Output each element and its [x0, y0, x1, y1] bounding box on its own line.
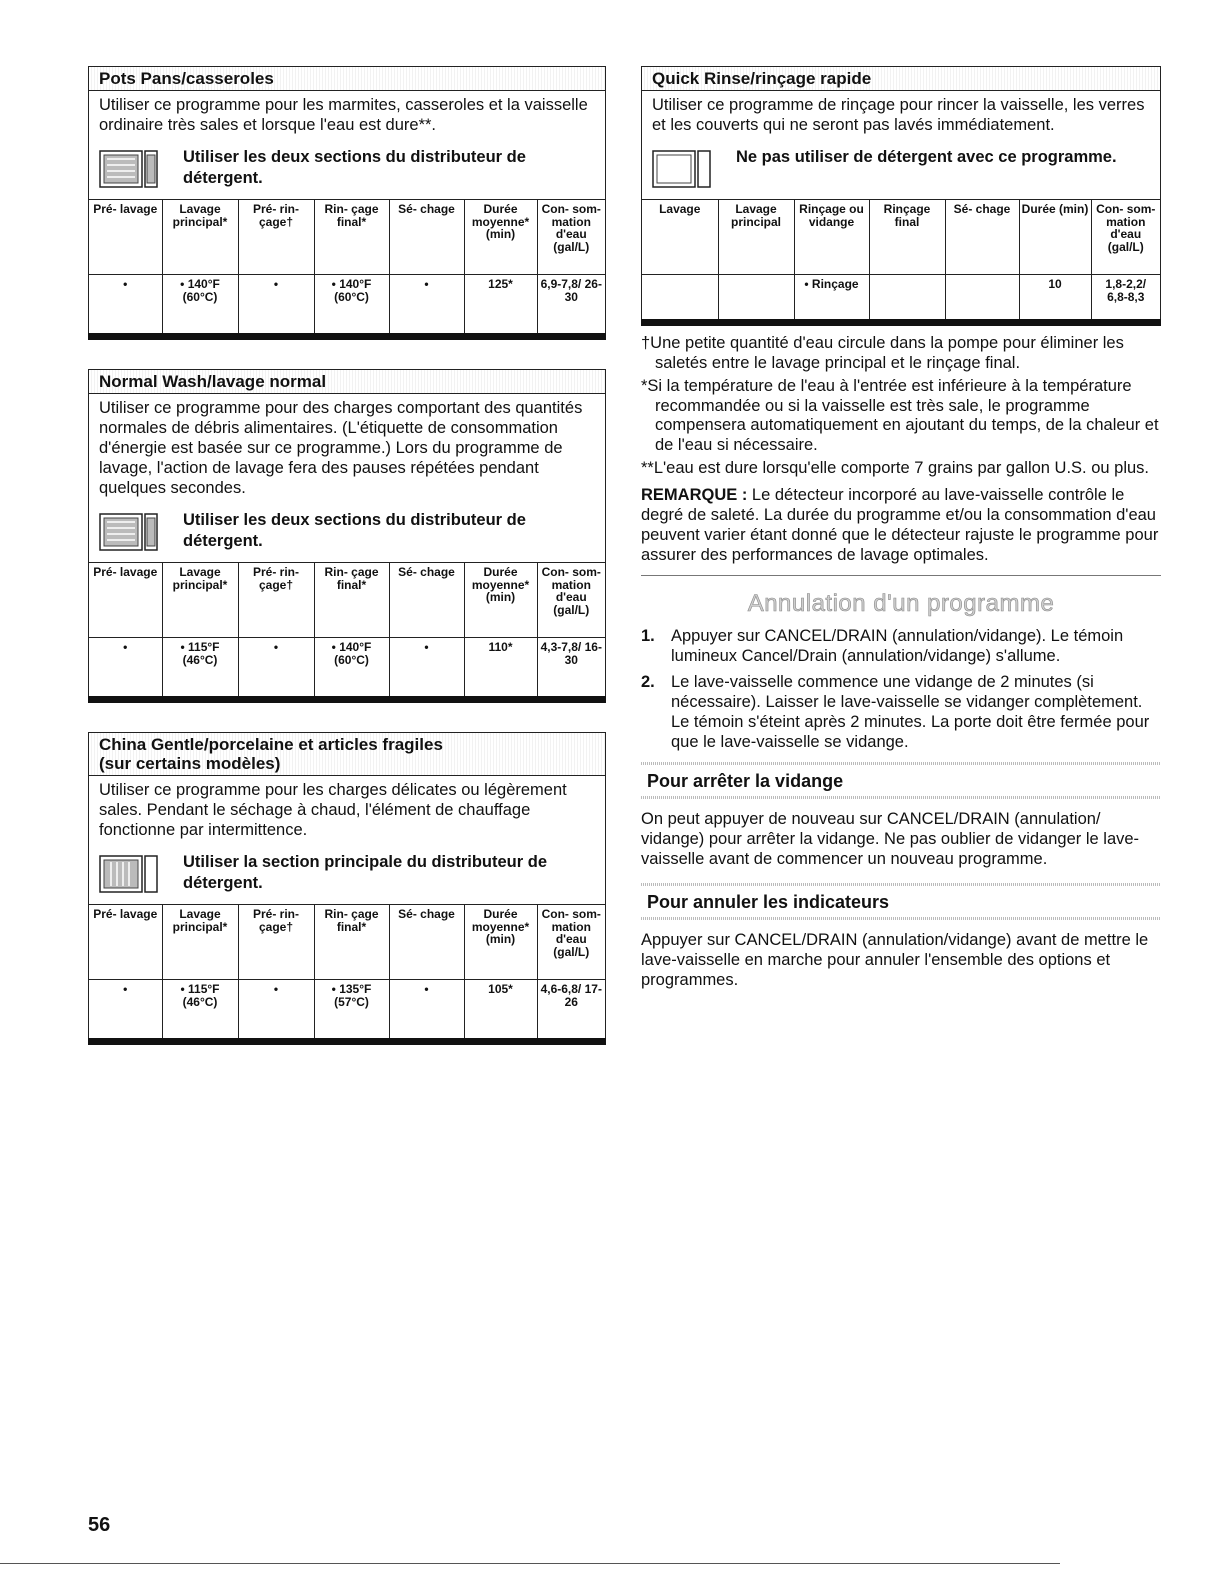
table-cell: 125*	[464, 275, 537, 334]
table-header-cell: Pré- rin- çage†	[238, 563, 314, 638]
table-cell: 10	[1019, 275, 1091, 320]
table-header-cell: Sé- chage	[945, 200, 1019, 275]
program-title	[89, 370, 605, 394]
table-cell: • 115°F (46°C)	[162, 638, 238, 697]
program-table	[89, 904, 605, 1038]
step-text: Appuyer sur CANCEL/DRAIN (annulation/vidange). Le témoin lumineux Cancel/Drain (annulation/vidange) s'allume.	[671, 626, 1124, 665]
notice-text: Utiliser les deux sections du distributeur de détergent.	[183, 511, 526, 550]
table-cell	[945, 275, 1019, 320]
program-title-line: Normal Wash/lavage normal	[99, 372, 327, 391]
table-header-cell: Rinçage ou vidange	[794, 200, 869, 275]
footnotes	[641, 334, 1161, 479]
table-cell: 4,6-6,8/ 17-26	[537, 980, 605, 1039]
detergent-dispenser-empty-icon	[652, 147, 712, 191]
divider	[641, 917, 1161, 920]
program-title	[89, 733, 605, 776]
table-cell: •	[389, 275, 464, 334]
table-cell: •	[89, 980, 162, 1039]
page-number: 56	[88, 1514, 111, 1536]
table-cell: 1,8-2,2/ 6,8-8,3	[1091, 275, 1160, 320]
table-cell: •	[238, 980, 314, 1039]
table-header-cell: Rin- çage final*	[314, 905, 389, 980]
program-description: Utiliser ce programme de rinçage pour rincer la vaisselle, les verres et les couverts qui ne seront pas lavés immédiatement.	[652, 96, 1145, 134]
table-row	[642, 275, 1160, 320]
table-cell: 110*	[464, 638, 537, 697]
step-number: 2.	[641, 672, 655, 691]
divider	[641, 796, 1161, 799]
table-cell: •	[389, 980, 464, 1039]
table-header-row	[89, 200, 605, 275]
table-header-cell: Durée moyenne* (min)	[464, 200, 537, 275]
program-table	[89, 199, 605, 333]
left-column	[88, 66, 606, 1045]
table-header-cell: Rinçage final	[869, 200, 945, 275]
table-cell: •	[389, 638, 464, 697]
program-title-line: (sur certains modèles)	[99, 754, 281, 773]
table-cell: •	[238, 275, 314, 334]
table-bottom-rule	[88, 333, 606, 340]
list-item	[641, 672, 1161, 752]
table-cell: • 135°F (57°C)	[314, 980, 389, 1039]
table-header-cell: Lavage principal	[718, 200, 794, 275]
table-row	[89, 275, 605, 334]
table-header-cell: Con- som- mation d'eau (gal/L)	[537, 905, 605, 980]
detergent-dispenser-both-icon	[99, 510, 159, 554]
table-header-cell: Sé- chage	[389, 563, 464, 638]
table-header-row	[89, 905, 605, 980]
table-cell: • 140°F (60°C)	[314, 275, 389, 334]
table-cell	[642, 275, 718, 320]
table-header-cell: Lavage principal*	[162, 905, 238, 980]
right-column	[641, 66, 1161, 990]
table-cell: 4,3-7,8/ 16-30	[537, 638, 605, 697]
table-header-cell: Pré- rin- çage†	[238, 200, 314, 275]
program-normal-wash	[88, 369, 606, 703]
table-header-cell: Pré- lavage	[89, 200, 162, 275]
table-cell: 105*	[464, 980, 537, 1039]
table-cell: 6,9-7,8/ 26-30	[537, 275, 605, 334]
table-header-cell: Rin- çage final*	[314, 563, 389, 638]
table-cell: • Rinçage	[794, 275, 869, 320]
step-text: Le lave-vaisselle commence une vidange de 2 minutes (si nécessaire). Laisser le lave-vaisselle se vidanger complètement. Le témoin s'éteint après 2 minutes. La porte doit être fermée pour que le lave-vaisselle se vidange.	[671, 672, 1150, 751]
remark-text: Le détecteur incorporé au lave-vaisselle contrôle le degré de saleté. La durée du programme et/ou la consommation d'eau peuvent varier étant donné que le détecteur rajuste le programme pour assurer des performances de lavage optimales.	[641, 485, 1159, 564]
table-header-row	[89, 563, 605, 638]
subsection-title: Pour arrêter la vidange	[647, 770, 844, 791]
table-cell: • 140°F (60°C)	[162, 275, 238, 334]
program-title	[89, 67, 605, 91]
table-header-row	[642, 200, 1160, 275]
table-bottom-rule	[641, 319, 1161, 326]
detergent-notice	[89, 502, 605, 562]
table-header-cell: Pré- rin- çage†	[238, 905, 314, 980]
subsection-text: On peut appuyer de nouveau sur CANCEL/DRAIN (annulation/ vidange) pour arrêter la vidange. Ne pas oublier de vidanger le lave-vaisselle avant de commencer un nouveau programme.	[641, 809, 1140, 868]
program-title-line: Pots Pans/casseroles	[99, 69, 274, 88]
divider	[641, 883, 1161, 886]
detergent-notice	[89, 844, 605, 904]
table-header-cell: Lavage	[642, 200, 718, 275]
table-cell: •	[89, 638, 162, 697]
table-header-cell: Con- som- mation d'eau (gal/L)	[1091, 200, 1160, 275]
section-title: Annulation d'un programme	[747, 589, 1055, 617]
table-row	[89, 638, 605, 697]
table-header-cell: Sé- chage	[389, 905, 464, 980]
table-cell	[869, 275, 945, 320]
program-table	[642, 199, 1160, 319]
table-header-cell: Lavage principal*	[162, 563, 238, 638]
subsection-text: Appuyer sur CANCEL/DRAIN (annulation/vidange) avant de mettre le lave-vaisselle en marche pour annuler l'ensemble des options et programmes.	[641, 930, 1149, 989]
program-title: Quick Rinse/rinçage rapide	[642, 67, 1160, 91]
subsection-title: Pour annuler les indicateurs	[647, 891, 890, 912]
table-cell: • 115°F (46°C)	[162, 980, 238, 1039]
table-cell	[718, 275, 794, 320]
footnote: †Une petite quantité d'eau circule dans la pompe pour éliminer les saletés entre le lavage principal et le rinçage final.	[641, 334, 1124, 372]
table-header-cell: Sé- chage	[389, 200, 464, 275]
notice-text: Utiliser les deux sections du distributeur de détergent.	[183, 148, 526, 187]
divider	[641, 575, 1161, 576]
table-cell: • 140°F (60°C)	[314, 638, 389, 697]
table-bottom-rule	[88, 696, 606, 703]
table-header-cell: Durée moyenne* (min)	[464, 563, 537, 638]
program-china-gentle	[88, 732, 606, 1045]
program-description: Utiliser ce programme pour les marmites, casseroles et la vaisselle ordinaire très sales et lorsque l'eau est dure**.	[99, 96, 588, 134]
divider	[641, 762, 1161, 765]
remark-label: REMARQUE :	[641, 485, 748, 504]
program-quick-rinse	[641, 66, 1161, 326]
table-header-cell: Rin- çage final*	[314, 200, 389, 275]
table-header-cell: Durée (min)	[1019, 200, 1091, 275]
step-number: 1.	[641, 626, 655, 645]
table-header-cell: Con- som- mation d'eau (gal/L)	[537, 563, 605, 638]
table-header-cell: Con- som- mation d'eau (gal/L)	[537, 200, 605, 275]
table-cell: •	[89, 275, 162, 334]
footnote: *Si la température de l'eau à l'entrée est inférieure à la température recommandée ou si la vaisselle est très sale, le programme compensera automatiquement en ajoutant du temps, de la chaleur et de l'eau si nécessaire.	[641, 377, 1159, 454]
footnote: **L'eau est dure lorsqu'elle comporte 7 grains par gallon U.S. ou plus.	[641, 459, 1150, 477]
table-header-cell: Lavage principal*	[162, 200, 238, 275]
table-cell: •	[238, 638, 314, 697]
detergent-dispenser-both-icon	[99, 147, 159, 191]
footer-rule	[0, 1563, 1060, 1564]
program-pots-pans	[88, 66, 606, 340]
list-item	[641, 626, 1161, 666]
table-header-cell: Pré- lavage	[89, 563, 162, 638]
program-title-line: China Gentle/porcelaine et articles fragiles	[99, 735, 443, 754]
remark-paragraph	[641, 485, 1161, 565]
detergent-dispenser-main-icon	[99, 852, 159, 896]
notice-text: Ne pas utiliser de détergent avec ce programme.	[736, 148, 1117, 166]
notice-text: Utiliser la section principale du distributeur de détergent.	[183, 853, 547, 892]
detergent-notice	[89, 139, 605, 199]
table-header-cell: Durée moyenne* (min)	[464, 905, 537, 980]
table-bottom-rule	[88, 1038, 606, 1045]
cancel-steps	[641, 626, 1161, 752]
table-header-cell: Pré- lavage	[89, 905, 162, 980]
detergent-notice	[642, 139, 1160, 199]
program-table	[89, 562, 605, 696]
program-description: Utiliser ce programme pour des charges comportant des quantités normales de débris alimentaires. (L'étiquette de consommation d'énergie est basée sur ce programme.) Lors du programme de lavage, l'action de lavage fera des pauses répétées pendant quelques secondes.	[99, 399, 583, 497]
table-row	[89, 980, 605, 1039]
program-description: Utiliser ce programme pour les charges délicates ou légèrement sales. Pendant le séchage à chaud, l'élément de chauffage fonctionne par intermittence.	[99, 781, 567, 839]
